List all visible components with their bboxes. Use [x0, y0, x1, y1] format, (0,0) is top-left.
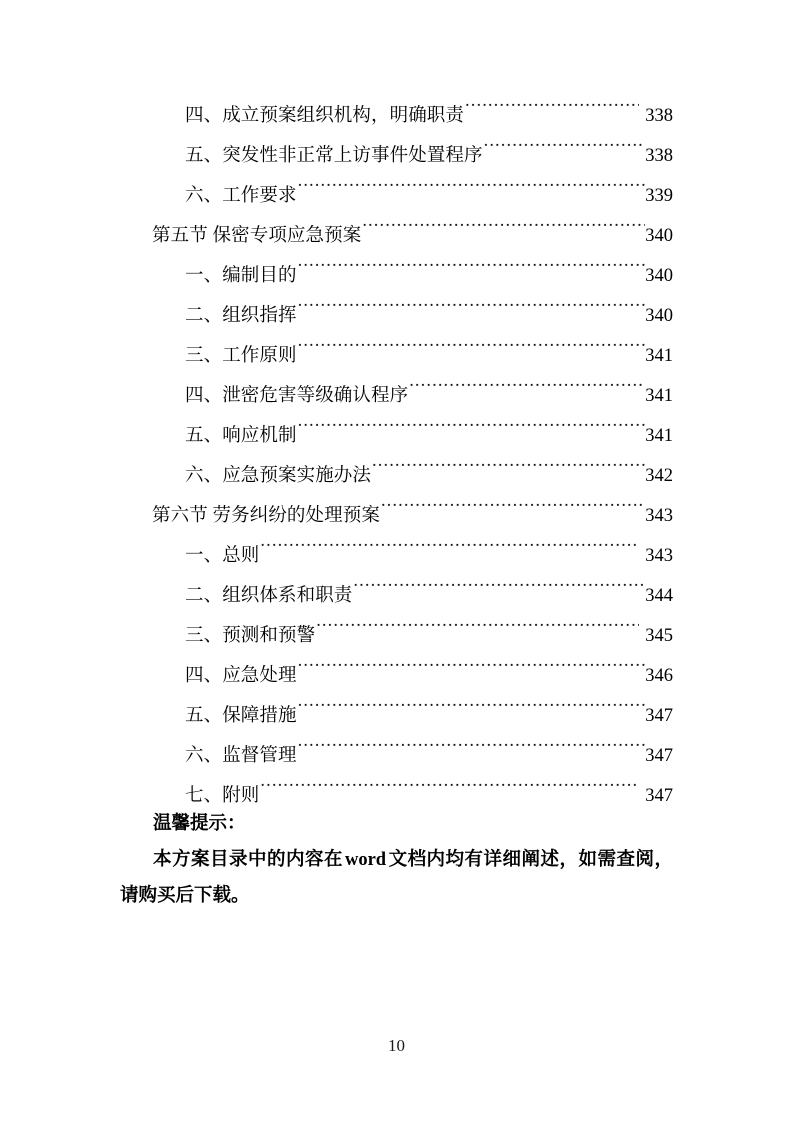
toc-entry[interactable]: [120, 256, 673, 296]
toc-entry-page-number: 338: [645, 146, 673, 166]
toc-entry-title: 五、响应机制: [185, 426, 297, 446]
toc-entry-title: 七、附则: [185, 786, 260, 806]
toc-entry[interactable]: [120, 576, 673, 616]
notice-block: [120, 806, 673, 914]
toc-entry-page-number: 347: [645, 706, 673, 726]
toc-entry-title: 四、成立预案组织机构，明确职责: [185, 106, 465, 126]
toc-entry-page-number: 341: [645, 386, 673, 406]
toc-entry-title: 二、组织指挥: [185, 306, 297, 326]
toc-dot-leader: [316, 623, 639, 642]
toc-entry-page-number: 343: [645, 506, 673, 526]
toc-entry-page-number: 341: [645, 346, 673, 366]
toc-entry[interactable]: [120, 376, 673, 416]
toc-entry-page-number: 340: [645, 266, 673, 286]
toc-entry-page-number: 344: [645, 586, 673, 606]
toc-dot-leader: [484, 143, 646, 162]
toc-entry-page-number: 346: [645, 666, 673, 686]
toc-entry-page-number: 342: [645, 466, 673, 486]
toc-entry[interactable]: [120, 96, 673, 136]
notice-body-part-1: 本方案目录中的内容在: [153, 850, 343, 870]
toc-entry[interactable]: [120, 736, 673, 776]
toc-entry-page-number: 340: [645, 306, 673, 326]
notice-body: [120, 842, 673, 914]
toc-dot-leader: [298, 263, 646, 282]
toc-entry-title: 五、保障措施: [185, 706, 297, 726]
toc-entry[interactable]: [120, 456, 673, 496]
toc-dot-leader: [298, 703, 646, 722]
toc-dot-leader: [298, 343, 646, 362]
toc-entry-title: 一、编制目的: [185, 266, 297, 286]
toc-dot-leader: [465, 103, 639, 122]
toc-entry[interactable]: [120, 536, 673, 576]
toc-entry-page-number: 347: [645, 746, 673, 766]
toc-entry[interactable]: [120, 696, 673, 736]
toc-entry-page-number: 341: [645, 426, 673, 446]
toc-entry-title: 三、预测和预警: [185, 626, 316, 646]
notice-body-latin-word: word: [344, 850, 387, 870]
toc-entry-page-number: 340: [645, 226, 673, 246]
toc-entry-title: 六、应急预案实施办法: [185, 466, 372, 486]
toc-entry[interactable]: [120, 336, 673, 376]
table-of-contents: [120, 96, 673, 816]
page-number: 10: [388, 1036, 405, 1055]
toc-dot-leader: [298, 183, 646, 202]
toc-dot-leader: [298, 303, 646, 322]
toc-dot-leader: [260, 783, 639, 802]
toc-entry-title: 四、应急处理: [185, 666, 297, 686]
toc-dot-leader: [298, 423, 646, 442]
toc-dot-leader: [353, 583, 645, 602]
toc-dot-leader: [372, 463, 645, 482]
toc-entry-title: 第六节 劳务纠纷的处理预案: [152, 506, 380, 526]
toc-entry[interactable]: [120, 176, 673, 216]
toc-dot-leader: [381, 503, 645, 522]
toc-entry-page-number: 343: [645, 546, 673, 566]
notice-heading: 温馨提示：: [153, 814, 246, 834]
toc-dot-leader: [298, 663, 646, 682]
toc-entry-title: 五、突发性非正常上访事件处置程序: [185, 146, 483, 166]
toc-entry[interactable]: [120, 496, 673, 536]
toc-entry-title: 一、总则: [185, 546, 260, 566]
toc-entry[interactable]: [120, 136, 673, 176]
toc-entry-title: 六、工作要求: [185, 186, 297, 206]
toc-entry[interactable]: [120, 416, 673, 456]
toc-entry[interactable]: [120, 296, 673, 336]
toc-entry-title: 三、工作原则: [185, 346, 297, 366]
toc-dot-leader: [260, 543, 639, 562]
toc-entry-title: 六、监督管理: [185, 746, 297, 766]
notice-body-part-2: 文档内均有详细阐述，如需查阅，请购买后下载。: [120, 850, 673, 906]
toc-entry-title: 二、组织体系和职责: [185, 586, 353, 606]
toc-entry[interactable]: [120, 656, 673, 696]
toc-entry-title: 四、泄密危害等级确认程序: [185, 386, 409, 406]
toc-entry-page-number: 347: [645, 786, 673, 806]
toc-dot-leader: [298, 743, 646, 762]
toc-entry-page-number: 338: [645, 106, 673, 126]
toc-dot-leader: [409, 383, 645, 402]
toc-entry-title: 第五节 保密专项应急预案: [152, 226, 362, 246]
toc-entry-page-number: 339: [645, 186, 673, 206]
toc-entry[interactable]: [120, 616, 673, 656]
toc-entry-page-number: 345: [645, 626, 673, 646]
toc-dot-leader: [362, 223, 645, 242]
toc-entry[interactable]: [120, 216, 673, 256]
